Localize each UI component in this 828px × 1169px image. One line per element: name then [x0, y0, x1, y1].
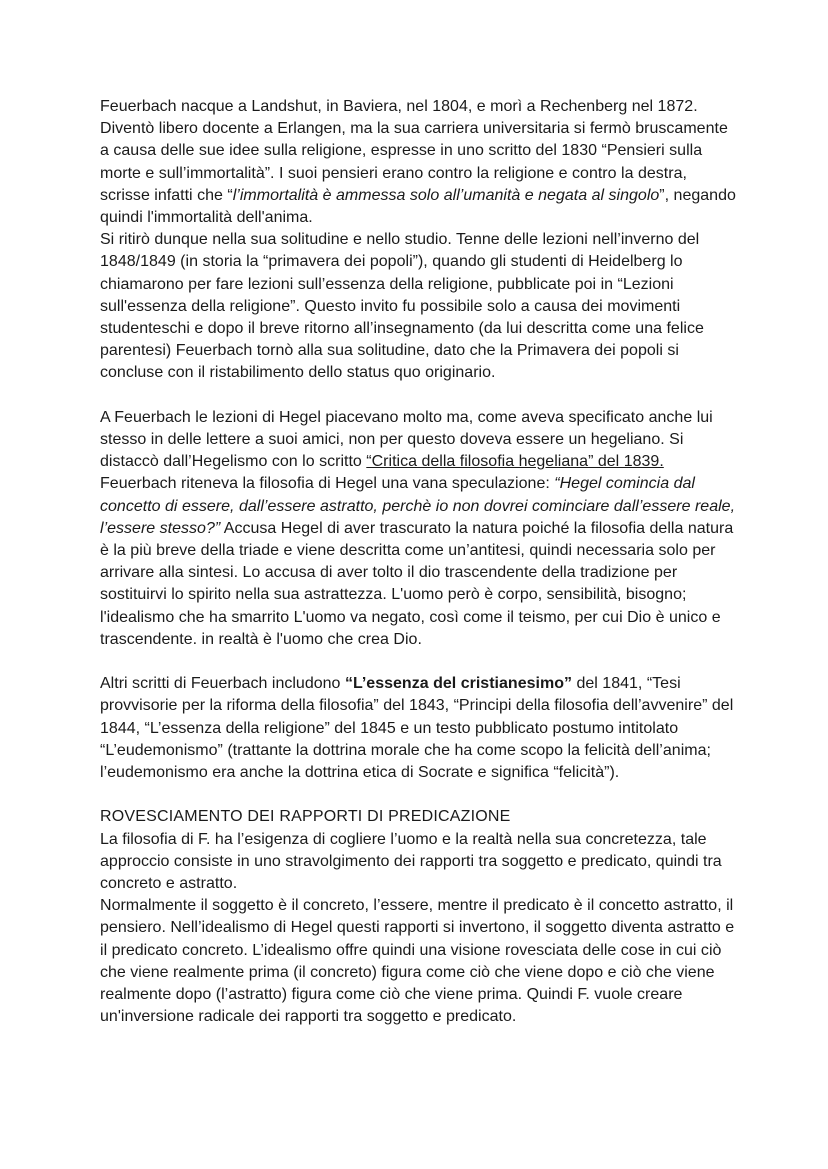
paragraph-biography-text: Feuerbach nacque a Landshut, in Baviera, nel 1804, e morì a Rechenberg nel 1872. Diventò libero docente a Erlangen, ma la sua carriera universitaria si fermò bruscamente a causa delle sue idee sulla religione, espresse in uno scritto del 1830 “Pensieri sulla morte e sull’immortalità”. I suoi pensieri erano contro la religione e contro la destra, scrisse infatti che “ — [100, 98, 728, 204]
paragraph-spacer — [100, 385, 740, 407]
immortality-quote: l’immortalità è ammessa solo all’umanità e negata al singolo — [232, 186, 660, 204]
paragraph-hegel — [100, 407, 740, 651]
paragraph-inversion: Normalmente il soggetto è il concreto, l’essere, mentre il predicato è il concetto astratto, il pensiero. Nell’idealismo di Hegel questi rapporti si invertono, il soggetto diventa astratto e il predicato concreto. L’idealismo offre quindi una visione rovesciata delle cose in cui ciò che viene realmente prima (il concreto) figura come ciò che viene dopo e ciò che viene realmente dopo (l’astratto) figura come ciò che viene prima. Quindi F. vuole creare un'inversione radicale dei rapporti tra soggetto e predicato. — [100, 897, 735, 1026]
paragraph-writings-text-2: del 1841, “Tesi provvisorie per la riforma della filosofia” del 1843, “Principi della filosofia dell’avvenire” del 1844, “L’essenza della religione” del 1845 e un testo pubblicato postumo intitolato “L’eudemonismo” (trattante la dottrina morale che ha come scopo la felicità dell’anima; l’eudemonismo era anche la dottrina etica di Socrate e significa “felicità”). — [100, 675, 734, 782]
section-heading: ROVESCIAMENTO DEI RAPPORTI DI PREDICAZIONE — [100, 808, 511, 826]
paragraph-spacer — [100, 784, 740, 806]
paragraph-spacer — [100, 651, 740, 673]
paragraph-writings-text: Altri scritti di Feuerbach includono — [100, 675, 345, 693]
paragraph-hegel-text-2: Feuerbach riteneva la filosofia di Hegel una vana speculazione: — [100, 475, 555, 493]
essenza-cristianesimo-bold: “L’essenza del cristianesimo” — [344, 675, 572, 693]
paragraph-hegel-text-3: Accusa Hegel di aver trascurato la natura poiché la filosofia della natura è la più breve della triade e viene descritta come un’antitesi, quindi necessaria solo per arrivare alla sintesi. Lo accusa di aver tolto il dio trascendente della tradizione per sostituirvi lo spirito nella sua astrattezza. L'uomo però è corpo, sensibilità, bisogno; l'idealismo che ha smarrito L'uomo va negato, così come il teismo, per cui Dio è unico e trascendente. in realtà è l'uomo che crea Dio. — [100, 519, 734, 648]
document-page — [100, 96, 740, 1028]
paragraph-retreat: Si ritirò dunque nella sua solitudine e nello studio. Tenne delle lezioni nell’inverno del 1848/1849 (in storia la “primavera dei popoli”), quando gli studenti di Heidelberg lo chiamarono per fare lezioni sull’essenza della religione, pubblicate poi in “Lezioni sull'essenza della religione”. Questo invito fu possibile solo a causa dei movimenti studenteschi e dopo il breve ritorno all’insegnamento (da lui descritta come una felice parentesi) Feuerbach tornò alla sua solitudine, dato che la Primavera dei popoli si concluse con il ristabilimento dello status quo originario. — [100, 231, 704, 382]
paragraph-biography-end: ”, negando quindi l'immortalità dell'anima. — [100, 186, 736, 227]
paragraph-predication: La filosofia di F. ha l’esigenza di cogliere l’uomo e la realtà nella sua concretezza, tale approccio consiste in uno stravolgimento dei rapporti tra soggetto e predicato, quindi tra concreto e astratto. — [100, 830, 722, 893]
paragraph-writings — [100, 673, 740, 784]
paragraph-hegel-text: A Feuerbach le lezioni di Hegel piacevano molto ma, come aveva specificato anche lui stesso in delle lettere a suoi amici, non per questo doveva essere un hegeliano. Si distaccò dall’Hegelismo con lo scritto — [100, 408, 713, 471]
critica-title-underlined: “Critica della filosofia hegeliana” del 1839. — [366, 453, 664, 471]
hegel-quote: “Hegel comincia dal concetto di essere, dall’essere astratto, perchè io non dovrei cominciare dall’essere reale, l’essere stesso?” — [100, 475, 736, 537]
paragraph-biography — [100, 96, 740, 229]
